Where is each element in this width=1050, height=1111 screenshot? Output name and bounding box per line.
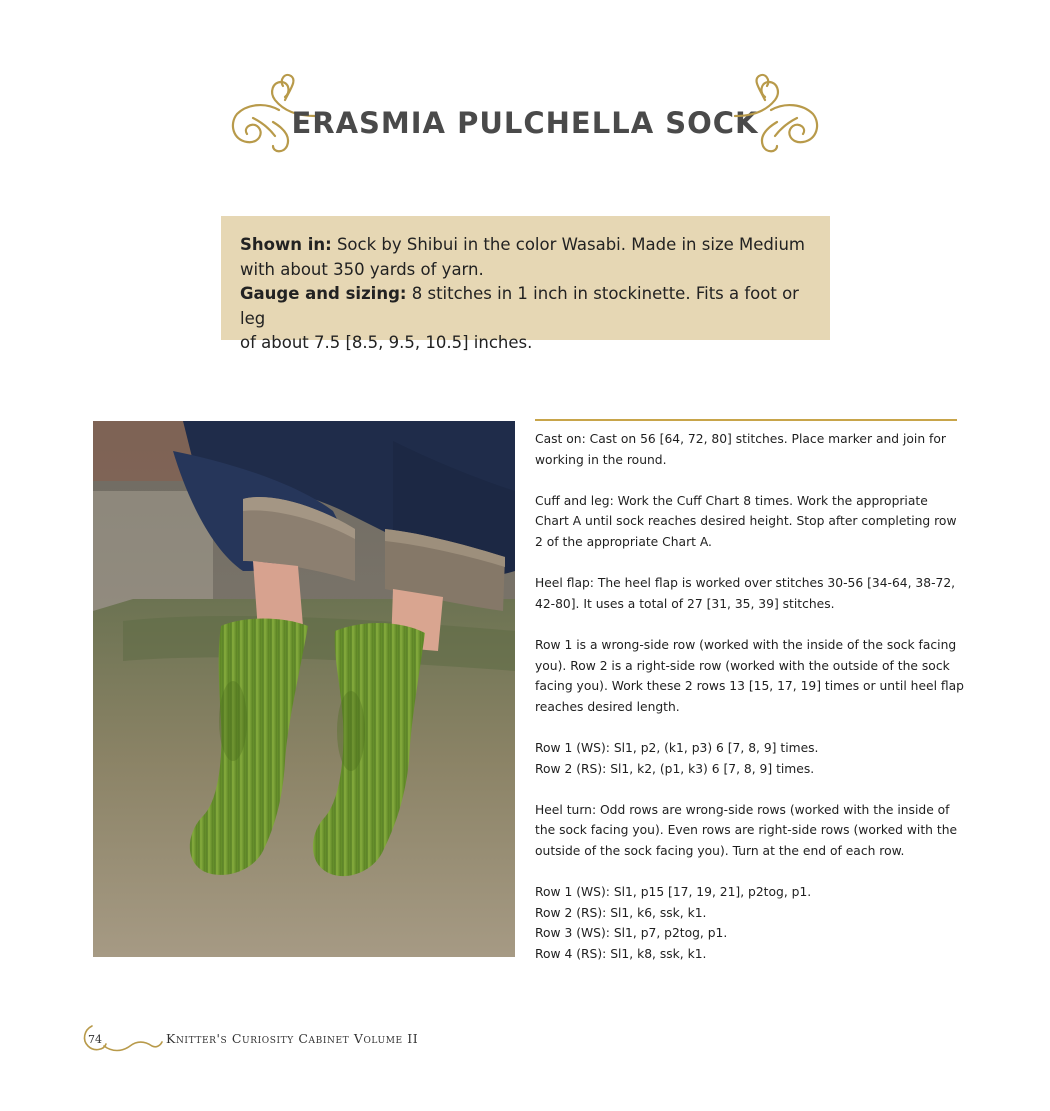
gauge-text: 8 stitches in 1 inch in stockinette. Fits a foot or leg — [240, 284, 799, 328]
pattern-line: Chart A until sock reaches desired height. Stop after completing row — [535, 514, 957, 529]
gauge-label: Gauge and sizing: — [240, 284, 407, 303]
pattern-line: Heel flap: The heel flap is worked over stitches 30-56 [34-64, 38-72, — [535, 576, 956, 591]
pattern-line: Cuff and leg: Work the Cuff Chart 8 times. Work the appropriate — [535, 493, 928, 508]
pattern-instructions — [535, 429, 964, 985]
pattern-paragraph — [535, 429, 960, 470]
shown-in-label: Shown in: — [240, 235, 332, 254]
pattern-line: facing you). Work these 2 rows 13 [15, 17, 19] times or until heel flap — [535, 679, 964, 694]
sock-photo — [93, 421, 515, 957]
pattern-line: working in the round. — [535, 452, 667, 467]
pattern-line: outside of the sock facing you). Turn at the end of each row. — [535, 843, 905, 858]
gauge-line-1 — [240, 282, 812, 331]
page-title: ERASMIA PULCHELLA SOCK — [291, 106, 759, 140]
pattern-paragraph — [535, 491, 960, 553]
pattern-paragraph — [535, 800, 960, 862]
right-flourish-ornament — [730, 70, 825, 160]
pattern-line: Cast on: Cast on 56 [64, 72, 80] stitches. Place marker and join for — [535, 432, 946, 446]
shown-in-line-1 — [240, 233, 812, 258]
book-title: Knitter's Curiosity Cabinet Volume II — [166, 1031, 419, 1046]
pattern-line: 2 of the appropriate Chart A. — [535, 534, 712, 549]
pattern-paragraph — [535, 635, 964, 717]
pattern-paragraph — [535, 738, 960, 779]
pattern-line: Row 1 (WS): Sl1, p15 [17, 19, 21], p2tog, p1. — [535, 885, 812, 900]
title-header — [225, 70, 825, 160]
photo-green-socks-illustration — [93, 421, 515, 957]
gauge-line-2: of about 7.5 [8.5, 9.5, 10.5] inches. — [240, 333, 533, 352]
pattern-line: Row 1 (WS): Sl1, p2, (k1, p3) 6 [7, 8, 9] times. — [535, 740, 819, 755]
section-divider — [535, 419, 957, 421]
pattern-line: Heel turn: Odd rows are wrong-side rows (worked with the inside of — [535, 802, 950, 817]
pattern-line: Row 4 (RS): Sl1, k8, ssk, k1. — [535, 946, 707, 961]
pattern-paragraph — [535, 573, 960, 614]
shown-in-line-2: with about 350 yards of yarn. — [240, 259, 484, 279]
pattern-info-box — [221, 216, 830, 352]
pattern-paragraph — [535, 882, 960, 964]
pattern-line: Row 1 is a wrong-side row (worked with the inside of the sock facing — [535, 637, 957, 652]
pattern-line: Row 2 (RS): Sl1, k2, (p1, k3) 6 [7, 8, 9] times. — [535, 761, 815, 776]
pattern-line: Row 2 (RS): Sl1, k6, ssk, k1. — [535, 905, 707, 920]
pattern-line: the sock facing you). Even rows are right-side rows (worked with the — [535, 823, 958, 838]
pattern-line: reaches desired length. — [535, 699, 680, 714]
pattern-line: Row 3 (WS): Sl1, p7, p2tog, p1. — [535, 926, 728, 941]
pattern-line: 42-80]. It uses a total of 27 [31, 35, 39] stitches. — [535, 596, 835, 611]
page-number: 74 — [88, 1033, 102, 1046]
pattern-line: you). Row 2 is a right-side row (worked with the outside of the sock — [535, 658, 950, 673]
shown-in-text: Sock by Shibui in the color Wasabi. Made in size Medium — [331, 235, 805, 254]
page-footer — [82, 1022, 502, 1062]
